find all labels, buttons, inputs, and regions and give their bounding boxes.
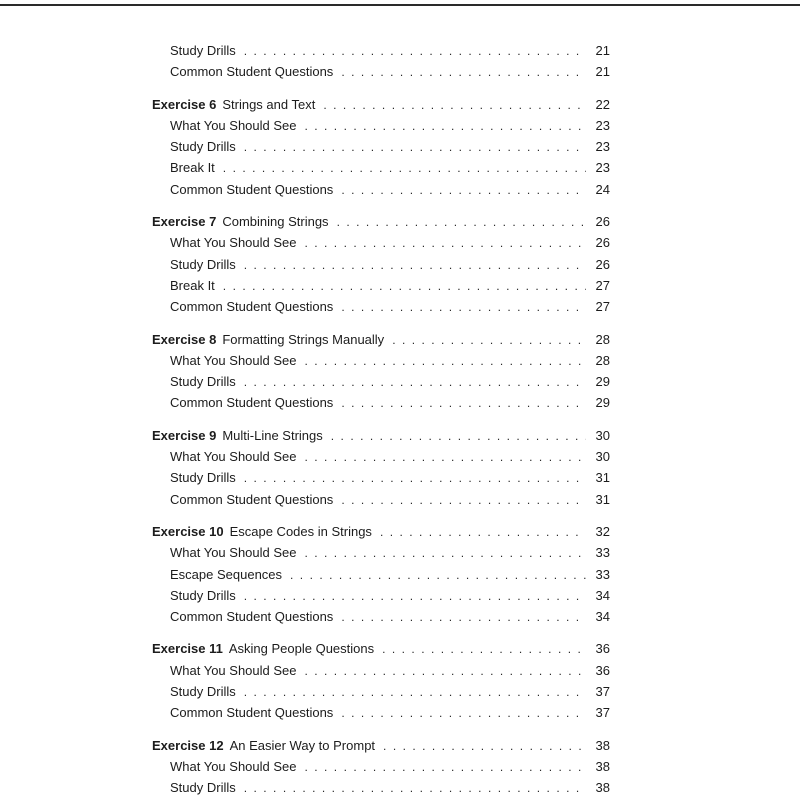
toc-entry-title: Study Drills xyxy=(170,587,236,603)
dot-leader xyxy=(305,115,587,137)
exercise-label: Exercise 7 xyxy=(152,214,217,230)
toc-page-number: 27 xyxy=(595,277,610,293)
toc-page-number: 28 xyxy=(595,352,610,368)
dot-leader xyxy=(331,425,586,447)
exercise-title: Multi-Line Strings xyxy=(222,427,323,443)
toc-entry[interactable] xyxy=(152,489,610,510)
toc-page-number: 38 xyxy=(595,737,610,753)
toc-entry-title: What You Should See xyxy=(170,449,297,465)
toc-entry-title: Common Student Questions xyxy=(170,299,334,315)
dot-leader xyxy=(244,681,586,703)
toc-page-number: 36 xyxy=(595,641,610,657)
dot-leader xyxy=(341,606,586,628)
dot-leader xyxy=(244,585,586,607)
toc-entry-title: What You Should See xyxy=(170,352,297,368)
toc-page-number: 27 xyxy=(595,299,610,315)
toc-page-number: 26 xyxy=(595,214,610,230)
toc-page-number: 33 xyxy=(595,566,610,582)
toc-entry[interactable] xyxy=(152,254,610,275)
toc-page-number: 26 xyxy=(595,256,610,272)
dot-leader xyxy=(244,254,586,276)
toc-entry[interactable] xyxy=(152,232,610,253)
dot-leader xyxy=(341,61,586,83)
toc-page-number: 37 xyxy=(595,705,610,721)
toc-page-number: 28 xyxy=(595,331,610,347)
toc-entry[interactable] xyxy=(152,40,610,61)
dot-leader xyxy=(341,392,586,414)
exercise-title: Asking People Questions xyxy=(228,641,375,657)
toc-exercise-heading[interactable] xyxy=(152,211,610,232)
dot-leader xyxy=(337,211,586,233)
toc-entry-title: Study Drills xyxy=(170,684,236,700)
toc-section-continued xyxy=(152,40,610,83)
toc-page-number: 33 xyxy=(595,545,610,561)
toc-page-number: 30 xyxy=(595,427,610,443)
toc-page-number: 29 xyxy=(595,395,610,411)
toc-entry-title: Study Drills xyxy=(170,139,236,155)
top-border-rule xyxy=(0,4,800,6)
toc-page-number: 38 xyxy=(595,780,610,796)
toc-page-number: 21 xyxy=(595,64,610,80)
toc-page-number: 31 xyxy=(595,491,610,507)
toc-exercise-heading[interactable] xyxy=(152,735,610,756)
dot-leader xyxy=(341,296,586,318)
dot-leader xyxy=(305,232,587,254)
toc-section-exercise-7 xyxy=(152,211,610,317)
toc-entry-title: Break It xyxy=(170,160,215,176)
toc-entry[interactable] xyxy=(152,777,610,798)
dot-leader xyxy=(382,638,586,660)
toc-entry-title: Study Drills xyxy=(170,470,236,486)
toc-page-number: 21 xyxy=(595,43,610,58)
toc-entry[interactable] xyxy=(152,157,610,178)
dot-leader xyxy=(323,94,586,116)
toc-entry-title: Break It xyxy=(170,277,215,293)
exercise-label: Exercise 12 xyxy=(152,737,224,753)
toc-entry-title: What You Should See xyxy=(170,235,297,251)
toc-entry[interactable] xyxy=(152,681,610,702)
toc-page-number: 31 xyxy=(595,470,610,486)
exercise-title: Formatting Strings Manually xyxy=(222,331,385,347)
toc-page-number: 34 xyxy=(595,609,610,625)
toc-entry[interactable] xyxy=(152,275,610,296)
toc-entry-title: Common Student Questions xyxy=(170,64,334,80)
dot-leader xyxy=(305,542,587,564)
dot-leader xyxy=(223,157,586,179)
toc-entry-title: What You Should See xyxy=(170,662,297,678)
toc-entry[interactable] xyxy=(152,660,610,681)
toc-exercise-heading[interactable] xyxy=(152,94,610,115)
toc-page-number: 23 xyxy=(595,160,610,176)
dot-leader xyxy=(244,777,586,799)
toc-entry-title: Common Student Questions xyxy=(170,609,334,625)
toc-entry[interactable] xyxy=(152,296,610,317)
toc-exercise-heading[interactable] xyxy=(152,521,610,542)
dot-leader xyxy=(305,756,587,778)
toc-page-number: 26 xyxy=(595,235,610,251)
toc-entry[interactable] xyxy=(152,136,610,157)
exercise-title: Combining Strings xyxy=(222,214,329,230)
exercise-title: An Easier Way to Prompt xyxy=(229,737,376,753)
toc-entry-title: What You Should See xyxy=(170,117,297,133)
toc-page-number: 38 xyxy=(595,758,610,774)
dot-leader xyxy=(244,371,586,393)
toc-page-number: 32 xyxy=(595,523,610,539)
toc-entry[interactable] xyxy=(152,756,610,777)
toc-page-number: 23 xyxy=(595,139,610,155)
toc-page-number: 23 xyxy=(595,117,610,133)
dot-leader xyxy=(392,329,586,351)
dot-leader xyxy=(341,179,586,201)
exercise-title: Strings and Text xyxy=(222,96,316,112)
exercise-title: Escape Codes in Strings xyxy=(229,523,372,539)
toc-page-number: 24 xyxy=(595,181,610,197)
toc-entry-title: Common Student Questions xyxy=(170,181,334,197)
toc-entry[interactable] xyxy=(152,115,610,136)
toc-entry-title: Common Student Questions xyxy=(170,395,334,411)
toc-exercise-heading[interactable] xyxy=(152,638,610,659)
toc-entry-title: Study Drills xyxy=(170,43,236,58)
toc-entry-title: What You Should See xyxy=(170,545,297,561)
exercise-label: Exercise 8 xyxy=(152,331,217,347)
toc-page-number: 34 xyxy=(595,587,610,603)
toc-page-number: 36 xyxy=(595,662,610,678)
toc-entry[interactable] xyxy=(152,542,610,563)
exercise-label: Exercise 9 xyxy=(152,427,217,443)
toc-entry[interactable] xyxy=(152,606,610,627)
toc-entry[interactable] xyxy=(152,467,610,488)
toc-section-exercise-9 xyxy=(152,425,610,510)
table-of-contents xyxy=(152,40,610,799)
toc-entry[interactable] xyxy=(152,179,610,200)
toc-entry[interactable] xyxy=(152,585,610,606)
toc-entry-title: What You Should See xyxy=(170,758,297,774)
toc-section-exercise-11 xyxy=(152,638,610,723)
dot-leader xyxy=(223,275,586,297)
toc-entry[interactable] xyxy=(152,350,610,371)
exercise-label: Exercise 11 xyxy=(152,641,223,657)
toc-section-exercise-12 xyxy=(152,735,610,799)
dot-leader xyxy=(290,564,586,586)
toc-entry-title: Study Drills xyxy=(170,780,236,796)
dot-leader xyxy=(305,446,587,468)
toc-entry[interactable] xyxy=(152,61,610,82)
dot-leader xyxy=(305,350,587,372)
dot-leader xyxy=(341,489,586,511)
dot-leader xyxy=(383,735,586,757)
dot-leader xyxy=(305,660,587,682)
dot-leader xyxy=(244,467,586,489)
dot-leader xyxy=(380,521,586,543)
toc-exercise-heading[interactable] xyxy=(152,425,610,446)
toc-page-number: 29 xyxy=(595,374,610,390)
toc-entry[interactable] xyxy=(152,371,610,392)
toc-page-number: 37 xyxy=(595,684,610,700)
exercise-label: Exercise 6 xyxy=(152,96,217,112)
toc-section-exercise-10 xyxy=(152,521,610,627)
toc-entry-title: Common Student Questions xyxy=(170,705,334,721)
dot-leader xyxy=(341,702,586,724)
toc-entry-title: Escape Sequences xyxy=(170,566,283,582)
toc-entry[interactable] xyxy=(152,564,610,585)
toc-entry[interactable] xyxy=(152,392,610,413)
toc-exercise-heading[interactable] xyxy=(152,329,610,350)
toc-entry[interactable] xyxy=(152,446,610,467)
toc-entry[interactable] xyxy=(152,702,610,723)
dot-leader xyxy=(244,136,586,158)
toc-section-exercise-8 xyxy=(152,329,610,414)
toc-entry-title: Study Drills xyxy=(170,374,236,390)
toc-page-number: 30 xyxy=(595,449,610,465)
toc-page-number: 22 xyxy=(595,96,610,112)
toc-entry-title: Common Student Questions xyxy=(170,491,334,507)
toc-entry-title: Study Drills xyxy=(170,256,236,272)
toc-section-exercise-6 xyxy=(152,94,610,200)
exercise-label: Exercise 10 xyxy=(152,523,224,539)
dot-leader xyxy=(244,40,586,62)
